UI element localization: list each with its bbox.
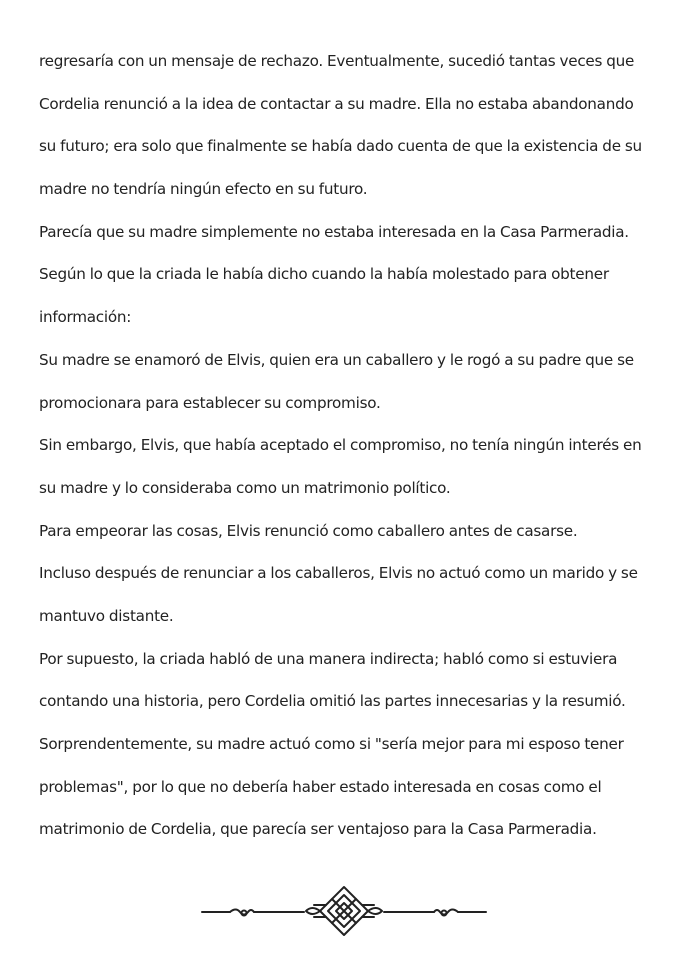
text-line: madre no tendría ningún efecto en su futuro.: [39, 180, 368, 199]
text-line: su futuro; era solo que finalmente se había dado cuenta de que la existencia de su: [39, 137, 642, 156]
text-line: Para empeorar las cosas, Elvis renunció como caballero antes de casarse.: [39, 521, 578, 540]
text-line: promocionara para establecer su compromiso.: [39, 393, 381, 412]
text-line: información:: [39, 308, 132, 327]
text-line: regresaría con un mensaje de rechazo. Eventualmente, sucedió tantas veces que: [39, 52, 635, 70]
text-line: su madre y lo consideraba como un matrimonio político.: [39, 478, 451, 497]
text-line: matrimonio de Cordelia, que parecía ser ventajoso para la Casa Parmeradia.: [39, 820, 597, 839]
text-line: Su madre se enamoró de Elvis, quien era un caballero y le rogó a su padre que se: [39, 350, 634, 369]
text-line: Sin embargo, Elvis, que había aceptado el compromiso, no tenía ningún interés en: [39, 436, 642, 455]
text-line: Parecía que su madre simplemente no estaba interesada en la Casa Parmeradia.: [39, 222, 629, 241]
text-line: Según lo que la criada le había dicho cuando la había molestado para obtener: [39, 265, 609, 284]
document-text: [39, 40, 649, 851]
text-line: Cordelia renunció a la idea de contactar a su madre. Ella no estaba abandonando: [39, 94, 634, 113]
text-line: problemas", por lo que no debería haber estado interesada en cosas como el: [39, 777, 602, 796]
text-line: mantuvo distante.: [39, 606, 174, 625]
text-line: Por supuesto, la criada habló de una manera indirecta; habló como si estuviera: [39, 649, 618, 668]
text-line: contando una historia, pero Cordelia omitió las partes innecesarias y la resumió.: [39, 692, 626, 711]
text-line: Sorprendentemente, su madre actuó como si "sería mejor para mi esposo tener: [39, 735, 624, 753]
knot-divider-icon: [200, 883, 488, 939]
text-line: Incluso después de renunciar a los caballeros, Elvis no actuó como un marido y se: [39, 564, 638, 583]
